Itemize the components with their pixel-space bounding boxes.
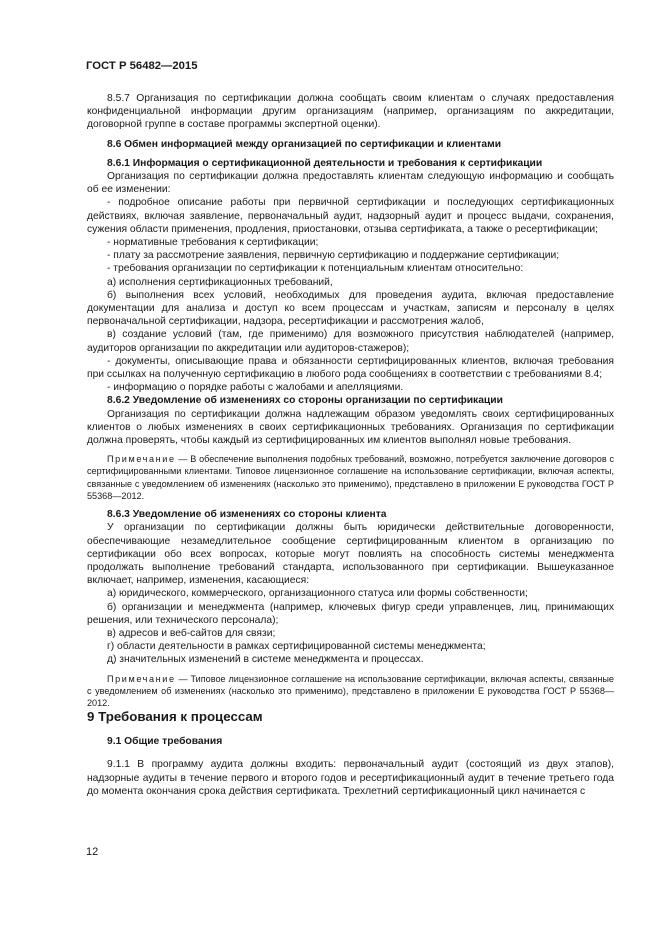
section-heading-8-6-3: 8.6.3 Уведомление об изменениях со стороны клиента	[107, 509, 387, 521]
list-item: а) юридического, коммерческого, организационного статуса или формы собственности;	[107, 588, 528, 600]
list-item: в) создание условий (там, где применимо) для возможного присутствия наблюдателей (например, аудиторов организации по аккредитации или аудиторов-стажеров);	[87, 329, 614, 354]
list-item: - нормативные требования к сертификации;	[107, 237, 319, 249]
note-1	[87, 453, 614, 502]
list-item: б) выполнения всех условий, необходимых для проведения аудита, включая предоставление документации для анализа и доступ ко всем процессам и участкам, записям и персоналу в целях первоначальной сертификации, надзора, ресертификации и рассмотрения жалоб,	[87, 289, 614, 328]
list-item: - требования организации по сертификации к потенциальным клиентам относительно:	[107, 263, 524, 275]
list-item: д) значительных изменений в системе менеджмента и процессах.	[107, 654, 424, 666]
list-item: - документы, описывающие права и обязанности сертифицированных клиентов, включая требования при ссылках на полученную сертификацию в любого рода сообщениях в соответствии с требованиями 8.4;	[87, 355, 614, 381]
document-header: ГОСТ Р 56482—2015	[86, 60, 198, 72]
paragraph-8-6-1-intro: Организация по сертификации должна предоставлять клиентам следующую информацию и сообщать об ее изменении:	[87, 171, 614, 196]
list-item: в) адресов и веб-сайтов для связи;	[107, 627, 276, 639]
section-heading-9-1: 9.1 Общие требования	[107, 736, 223, 748]
section-heading-8-6-1: 8.6.1 Информация о сертификационной деятельности и требования к сертификации	[107, 157, 543, 169]
section-heading-8-6-2: 8.6.2 Уведомление об изменениях со стороны организации по сертификации	[107, 395, 503, 407]
note-2	[87, 673, 614, 710]
note-label: Примечание	[107, 673, 176, 684]
note-text: — Типовое лицензионное соглашение на использование сертификации, включая аспекты, связанные с уведомлением об изменениях (насколько это применимо), представлено в приложении Е руководства ГОСТ Р 55368—2012.	[87, 673, 614, 708]
list-item: б) организации и менеджмента (например, ключевых фигур среди управленцев, лиц, принимающих решения, или технического персонала);	[87, 601, 614, 626]
paragraph-8-5-7: 8.5.7 Организация по сертификации должна сообщать своим клиентам о случаях предоставления конфиденциальной информации другим организациям (например, организациям по аккредитации, договорной группе в составе программы экспертной оценки).	[87, 93, 614, 131]
list-item: - плату за рассмотрение заявления, первичную сертификацию и поддержание сертификации;	[107, 250, 560, 262]
note-text: — В обеспечение выполнения подобных требований, возможно, потребуется заключение договоров с сертифицированными клиентами. Типовое лицензионное соглашение на использование сертификации, включая аспекты, связанные с уведомлением об изменениях (насколько это применимо), представлено в приложении Е руководства ГОСТ Р 55368—2012.	[87, 454, 614, 501]
list-item: а) исполнения сертификационных требований,	[107, 276, 333, 288]
paragraph-8-6-3: У организации по сертификации должны быть юридически действительные договоренности, обеспечивающие незамедлительное сообщение сертифицированным клиентом в организацию по сертификации обо всех вопросах, которые могут повлиять на способность системы менеджмента продолжать выполнение требований стандарта, использованного при сертификации. Вышеуказанное включает, например, изменения, касающиеся:	[87, 522, 614, 587]
section-heading-8-6: 8.6 Обмен информацией между организацией по сертификации и клиентами	[107, 138, 502, 150]
page-content	[87, 92, 614, 798]
chapter-heading-9: 9 Требования к процессам	[87, 709, 263, 725]
paragraph-8-6-2: Организация по сертификации должна надлежащим образом уведомлять своих сертифицированных клиентов о любых изменениях в своих сертификационных требованиях. Организация по сертификации должна проверять, чтобы каждый из сертифицированных им клиентов выполнял новые требования.	[87, 408, 614, 447]
list-item: - информацию о порядке работы с жалобами и апелляциями.	[107, 382, 404, 394]
list-item: г) области деятельности в рамках сертифицированной системы менеджмента;	[107, 641, 486, 653]
list-item: - подробное описание работы при первичной сертификации и последующих сертификационных действиях, включая заявление, первоначальный аудит, надзорный аудит и процесс выдачи, сохранения, сужения области применения, продления, приостановки, отзыва сертификата, а также о ресертификации;	[87, 197, 614, 235]
page-number: 12	[86, 846, 99, 858]
note-label: Примечание	[107, 454, 176, 465]
paragraph-9-1-1: 9.1.1 В программу аудита должны входить: первоначальный аудит (состоящий из двух этапов), надзорные аудиты в течение первого и второго годов и ресертификационный аудит в течение третьего года до момента окончания срока действия сертификата. Трехлетний сертификационный цикл начинается с	[87, 759, 614, 797]
